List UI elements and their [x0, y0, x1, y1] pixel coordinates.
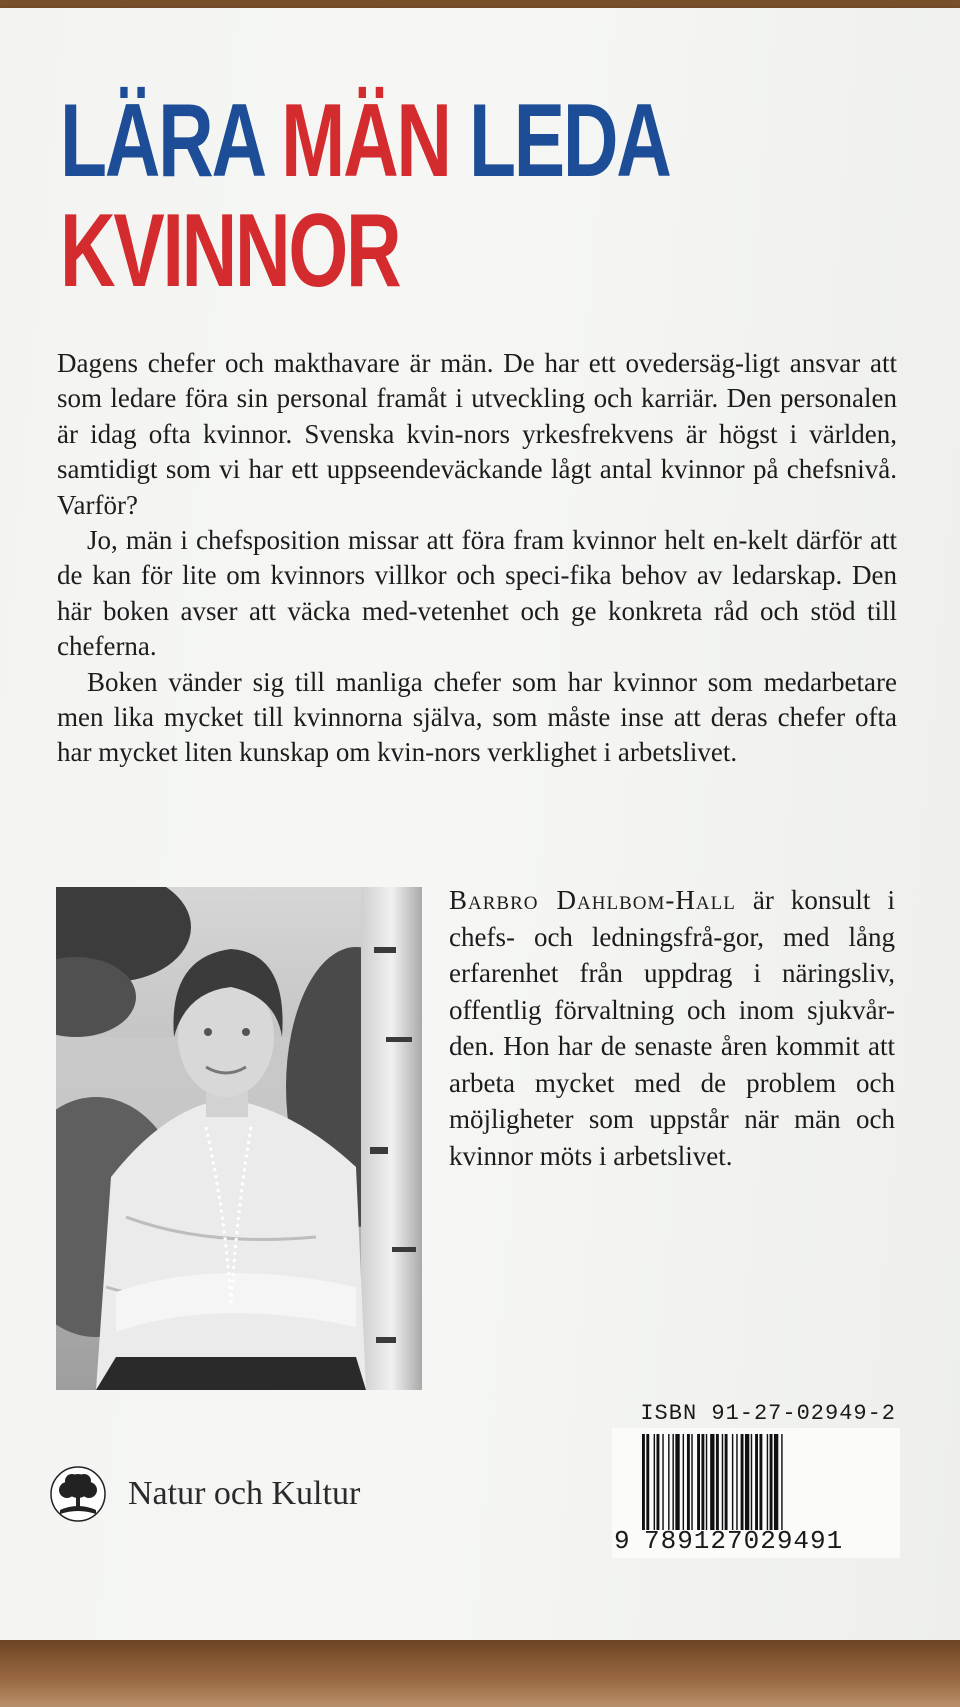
book-back-cover — [0, 8, 960, 1640]
barcode-bars — [642, 1434, 890, 1530]
author-portrait-illustration — [56, 887, 422, 1390]
title-word-man: MÄN — [281, 83, 450, 199]
title-word-lara: LÄRA — [60, 83, 263, 199]
barcode-bar — [725, 1434, 728, 1530]
barcode-bar — [767, 1434, 768, 1530]
barcode-bar — [683, 1434, 684, 1530]
barcode-bar — [687, 1434, 690, 1530]
title-word-kvinnor: KVINNOR — [60, 193, 400, 309]
publisher — [50, 1466, 360, 1522]
barcode-bar — [710, 1434, 714, 1530]
barcode-bar — [745, 1434, 749, 1530]
barcode-bar — [755, 1434, 758, 1530]
barcode-bar — [675, 1434, 679, 1530]
author-name: Barbro Dahlbom-Hall — [449, 885, 736, 915]
barcode-bar — [654, 1434, 655, 1530]
author-photo — [56, 887, 422, 1390]
barcode-bar — [751, 1434, 752, 1530]
barcode-bar — [722, 1434, 723, 1530]
barcode-bar — [668, 1434, 669, 1530]
publisher-name: Natur och Kultur — [128, 1475, 361, 1512]
barcode-bar — [759, 1434, 762, 1530]
ean-first-digit: 9 — [614, 1526, 630, 1556]
author-bio — [449, 882, 895, 1174]
ean-digits: 789127029491 — [644, 1526, 844, 1556]
blurb-paragraph: Dagens chefer och makthavare är män. De har ett ovedersäg-ligt ansvar att som ledare föra sin personal framåt i utveckling och karriär. Den personalen är idag ofta kvinnor. Svenska kvin-nors yrkesfrekvens är högst i världen, samtidigt som vi har ett uppseendeväckande lågt antal kvinnor på chefsnivå. Varför? — [57, 348, 897, 520]
barcode-bar — [770, 1434, 773, 1530]
blurb-paragraph: Jo, män i chefsposition missar att föra fram kvinnor helt en-kelt därför att de kan för lite om kvinnors villkor och speci-fika behov av ledarskap. Den här boken avser att väcka med-vetenhet och ge konkreta råd och stöd till cheferna. — [57, 525, 897, 662]
barcode-bar — [697, 1434, 700, 1530]
blurb-text — [57, 346, 897, 771]
barcode-bar — [732, 1434, 733, 1530]
tree-logo-icon — [50, 1466, 106, 1522]
barcode-bar — [774, 1434, 778, 1530]
barcode-bar — [657, 1434, 660, 1530]
blurb-paragraph: Boken vänder sig till manliga chefer som har kvinnor som medarbetare men lika mycket till kvinnorna själva, som måste inse att deras chefer ofta har mycket liten kunskap om kvin-nors verklighet i arbetslivet. — [57, 666, 897, 768]
barcode-bar — [662, 1434, 663, 1530]
isbn-label: ISBN 91-27-02949-2 — [640, 1401, 896, 1426]
barcode — [612, 1428, 900, 1558]
barcode-bar — [781, 1434, 782, 1530]
book-title — [60, 83, 670, 309]
barcode-bar — [716, 1434, 719, 1530]
barcode-bar — [741, 1434, 744, 1530]
table-edge — [0, 1640, 960, 1707]
barcode-bar — [672, 1434, 673, 1530]
barcode-bar — [646, 1434, 649, 1530]
barcode-bar — [736, 1434, 737, 1530]
barcode-bar — [691, 1434, 692, 1530]
barcode-bar — [701, 1434, 704, 1530]
author-bio-text: är konsult i chefs- och ledningsfrå-gor, med lång erfarenhet från uppdrag i näringsliv, offentlig förvaltning och inom sjukvår-den. Hon har de senaste åren kommit att arbeta mycket med de problem och möjligheter som uppstår när män och kvinnor möts i arbetslivet. — [449, 885, 895, 1171]
barcode-bar — [642, 1434, 645, 1530]
title-word-leda: LEDA — [468, 83, 670, 199]
barcode-bar — [706, 1434, 707, 1530]
